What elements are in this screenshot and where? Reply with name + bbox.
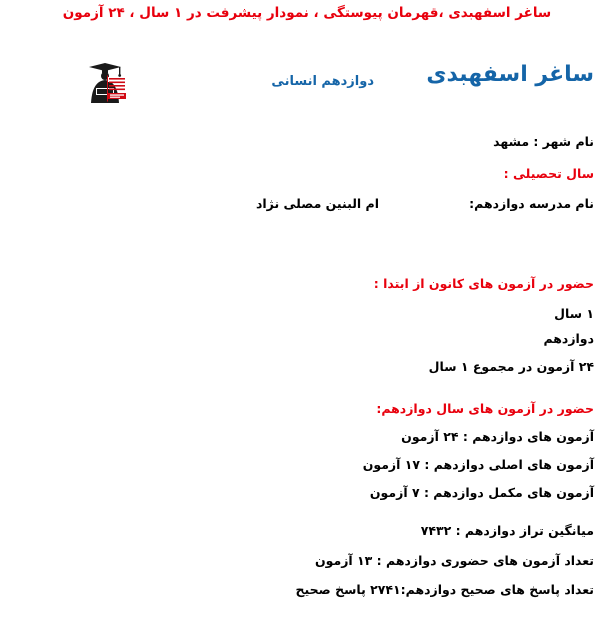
- attendance-all-heading: حضور در آزمون های کانون از ابتدا :: [373, 276, 594, 291]
- attendance-grade12-heading: حضور در آزمون های سال دوازدهم:: [376, 401, 594, 416]
- student-header: [0, 55, 614, 117]
- kanoon-logo: [80, 57, 128, 113]
- attendance-grade12-item: آزمون های مکمل دوازدهم : ۷ آزمون: [369, 485, 594, 500]
- page-title: ساغر اسفهبدی ،قهرمان پیوستگی ، نمودار پیشرفت در ۱ سال ، ۲۴ آزمون: [62, 5, 552, 21]
- attendance-grade12-item: آزمون های دوازدهم : ۲۴ آزمون: [401, 429, 594, 444]
- school-label: نام مدرسه دوازدهم:: [469, 196, 594, 211]
- student-grade: دوازدهم انسانی: [271, 74, 374, 89]
- student-name: ساغر اسفهبدی: [426, 62, 594, 87]
- city-line: نام شهر : مشهد: [493, 134, 594, 149]
- attendance-grade12-item: میانگین تراز دوازدهم : ۷۴۳۲: [420, 523, 594, 538]
- attendance-all-item: دوازدهم: [543, 331, 594, 346]
- attendance-all-item: ۲۴ آزمون در مجموع ۱ سال: [428, 359, 594, 374]
- attendance-grade12-item: آزمون های اصلی دوازدهم : ۱۷ آزمون: [362, 457, 594, 472]
- academic-year-line: سال تحصیلی :: [503, 166, 594, 181]
- school-value: ام البنین مصلی نژاد: [255, 196, 379, 211]
- attendance-all-item: ۱ سال: [554, 306, 594, 321]
- attendance-grade12-item: تعداد آزمون های حضوری دوازدهم : ۱۳ آزمون: [314, 553, 594, 568]
- attendance-grade12-item: تعداد پاسخ های صحیح دوازدهم:۲۷۴۱ پاسخ صحیح: [295, 582, 594, 597]
